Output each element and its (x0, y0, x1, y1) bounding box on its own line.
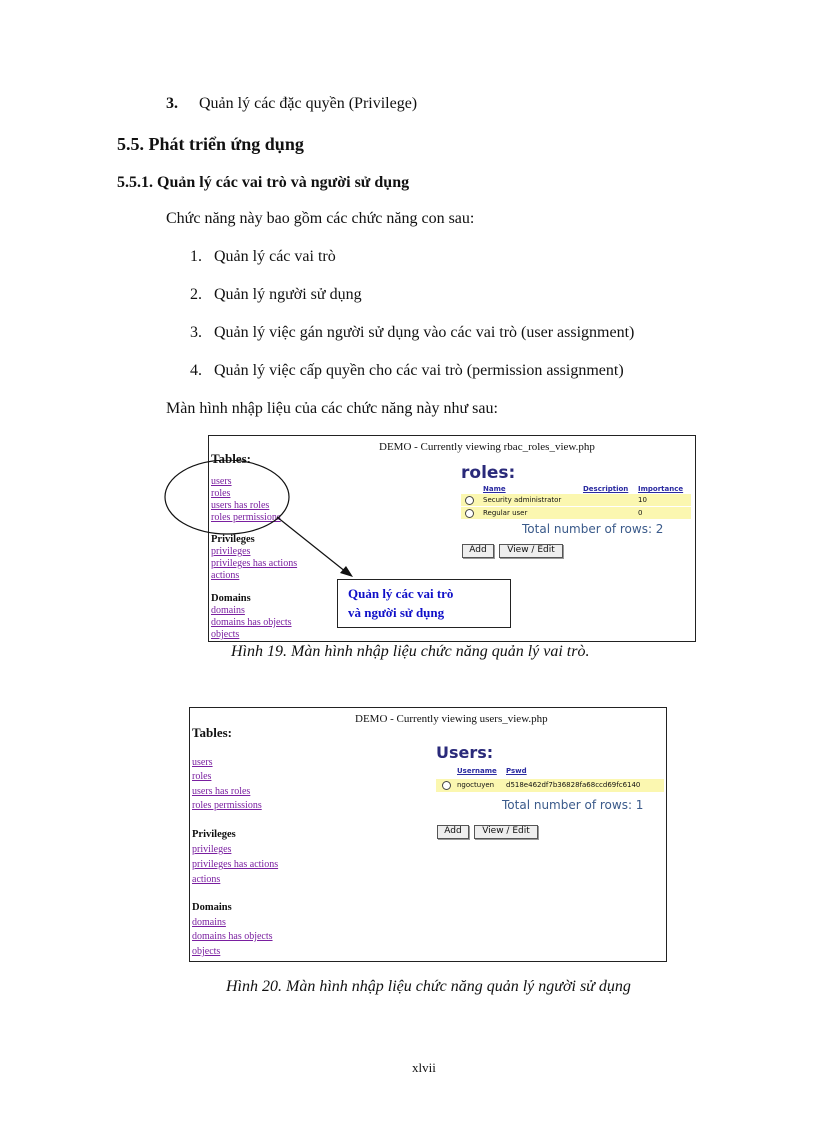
link-roles[interactable]: roles (192, 771, 212, 782)
callout-box (337, 579, 511, 628)
link-privileges-has-actions[interactable]: privileges has actions (192, 859, 279, 870)
role-importance: 0 (638, 509, 643, 517)
roles-heading: roles: (461, 463, 516, 483)
link-users-has-roles[interactable]: users has roles (211, 500, 270, 511)
sub-item-text: Quản lý người sử dụng (214, 286, 362, 303)
intro-paragraph: Chức năng này bao gồm các chức năng con sau: (166, 210, 475, 227)
section-heading: 5.5. Phát triển ứng dụng (117, 134, 304, 154)
callout-line-1: Quản lý các vai trò (348, 586, 454, 601)
domains-label: Domains (192, 902, 232, 913)
screens-intro: Màn hình nhập liệu của các chức năng này như sau: (166, 400, 498, 417)
add-button[interactable]: Add (462, 544, 494, 558)
annotation-overlay (160, 460, 360, 585)
sub-item-number: 3. (190, 324, 202, 341)
table-row[interactable] (461, 494, 691, 506)
users-heading: Users: (436, 743, 494, 762)
arrow-line (277, 517, 346, 572)
link-roles-permissions[interactable]: roles permissions (192, 800, 262, 811)
figure-20-screenshot (189, 707, 667, 962)
column-description[interactable]: Description (583, 485, 629, 493)
total-rows: Total number of rows: 1 (502, 798, 644, 812)
privileges-label: Privileges (211, 534, 255, 545)
link-roles-permissions[interactable]: roles permissions (211, 512, 281, 523)
link-roles[interactable]: roles (211, 488, 231, 499)
table-row[interactable] (436, 779, 664, 792)
domains-label: Domains (211, 593, 251, 604)
link-domains-has-objects[interactable]: domains has objects (192, 931, 273, 942)
subsection-heading: 5.5.1. Quản lý các vai trò và người sử dụng (117, 174, 410, 191)
column-name[interactable]: Name (483, 485, 506, 493)
link-domains[interactable]: domains (211, 605, 245, 616)
window-title: DEMO - Currently viewing users_view.php (355, 713, 548, 725)
sub-item-text: Quản lý việc gán người sử dụng vào các vai trò (user assignment) (214, 324, 635, 341)
role-importance: 10 (638, 496, 647, 504)
sub-item-text: Quản lý việc cấp quyền cho các vai trò (permission assignment) (214, 362, 624, 379)
row-radio[interactable] (465, 509, 474, 518)
view-edit-button[interactable]: View / Edit (499, 544, 563, 558)
link-users[interactable]: users (211, 476, 232, 487)
total-rows: Total number of rows: 2 (522, 522, 664, 536)
tables-label: Tables: (192, 725, 232, 740)
column-username[interactable]: Username (457, 767, 497, 775)
link-actions[interactable]: actions (211, 570, 240, 581)
role-name: Security administrator (483, 496, 562, 504)
user-pswd: d518e462df7b36828fa68ccd69fc6140 (506, 781, 641, 789)
view-edit-button[interactable]: View / Edit (474, 825, 538, 839)
list-number: 3. (166, 95, 178, 112)
sub-item-number: 1. (190, 248, 202, 265)
link-users[interactable]: users (192, 757, 213, 768)
sub-item-number: 4. (190, 362, 202, 379)
add-button[interactable]: Add (437, 825, 469, 839)
figure-19-caption: Hình 19. Màn hình nhập liệu chức năng quản lý vai trò. (231, 643, 590, 660)
link-privileges-has-actions[interactable]: privileges has actions (211, 558, 298, 569)
link-domains-has-objects[interactable]: domains has objects (211, 617, 292, 628)
page-number: xlvii (412, 1060, 436, 1075)
window-title: DEMO - Currently viewing rbac_roles_view.php (379, 441, 595, 453)
privileges-label: Privileges (192, 829, 236, 840)
role-name: Regular user (483, 509, 528, 517)
user-username: ngoctuyen (457, 781, 495, 789)
arrow-head-icon (340, 566, 353, 577)
link-objects[interactable]: objects (192, 946, 221, 957)
table-row[interactable] (461, 507, 691, 519)
highlight-ellipse (165, 460, 289, 534)
link-privileges[interactable]: privileges (192, 844, 232, 855)
row-radio[interactable] (442, 781, 451, 790)
callout-line-2: và người sử dụng (348, 605, 445, 620)
link-domains[interactable]: domains (192, 917, 226, 928)
sub-item-text: Quản lý các vai trò (214, 248, 336, 265)
column-importance[interactable]: Importance (638, 485, 684, 493)
link-users-has-roles[interactable]: users has roles (192, 786, 251, 797)
link-privileges[interactable]: privileges (211, 546, 251, 557)
sub-item-number: 2. (190, 286, 202, 303)
row-radio[interactable] (465, 496, 474, 505)
link-actions[interactable]: actions (192, 874, 221, 885)
tables-label: Tables: (211, 451, 251, 466)
link-objects[interactable]: objects (211, 629, 240, 640)
figure-20-caption: Hình 20. Màn hình nhập liệu chức năng quản lý người sử dụng (226, 978, 631, 995)
column-pswd[interactable]: Pswd (506, 767, 527, 775)
list-text: Quản lý các đặc quyền (Privilege) (199, 95, 418, 112)
